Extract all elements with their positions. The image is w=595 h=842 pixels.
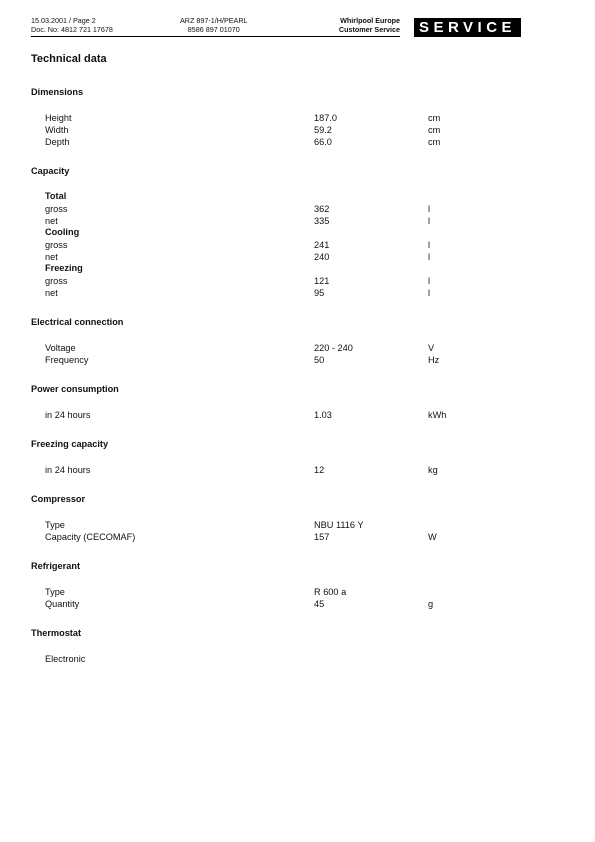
- subheading-cooling: Cooling: [45, 227, 80, 237]
- table-row: [45, 215, 565, 227]
- header-model: ARZ 897-1/H/PEARL: [180, 16, 248, 25]
- table-row: [45, 287, 565, 299]
- row-value: NBU 1116 Y: [314, 520, 364, 530]
- row-unit: l: [428, 276, 431, 286]
- table-row: [45, 251, 565, 263]
- row-label: Voltage: [45, 343, 76, 353]
- table-row: [45, 598, 565, 610]
- header-company-info: [339, 16, 400, 34]
- row-value: 240: [314, 252, 330, 262]
- row-unit: W: [428, 532, 437, 542]
- row-label: gross: [45, 240, 68, 250]
- header-model-info: [180, 16, 248, 34]
- table-row: [45, 531, 565, 543]
- table-row: [45, 136, 565, 148]
- table-row: [45, 409, 565, 421]
- row-label: Electronic: [45, 654, 86, 664]
- table-row: [45, 203, 565, 215]
- section-heading-capacity: Capacity: [31, 166, 70, 176]
- row-unit: l: [428, 216, 431, 226]
- row-label: in 24 hours: [45, 410, 91, 420]
- row-unit: cm: [428, 113, 441, 123]
- row-value: 335: [314, 216, 330, 226]
- row-unit: l: [428, 252, 431, 262]
- header-model-no: 8586 897 01070: [187, 25, 240, 34]
- subheading-total: Total: [45, 191, 67, 201]
- page-title: Technical data: [31, 53, 107, 65]
- row-label: gross: [45, 276, 68, 286]
- header-doc-info: [31, 16, 113, 34]
- row-value: 50: [314, 355, 325, 365]
- row-label: Quantity: [45, 599, 80, 609]
- table-row: [45, 586, 565, 598]
- row-value: 241: [314, 240, 330, 250]
- row-label: net: [45, 252, 58, 262]
- row-unit: cm: [428, 137, 441, 147]
- row-value: 66.0: [314, 137, 332, 147]
- header-doc-no: Doc. No: 4812 721 17678: [31, 25, 113, 34]
- row-label: net: [45, 288, 58, 298]
- row-label: Width: [45, 125, 69, 135]
- table-row: [45, 239, 565, 251]
- row-value: 187.0: [314, 113, 337, 123]
- row-value: 362: [314, 204, 330, 214]
- subheading-freezing: Freezing: [45, 263, 83, 273]
- table-row: [45, 519, 565, 531]
- table-row: [45, 275, 565, 287]
- row-value: 157: [314, 532, 330, 542]
- row-label: gross: [45, 204, 68, 214]
- row-unit: kg: [428, 465, 438, 475]
- row-unit: cm: [428, 125, 441, 135]
- section-heading-power: Power consumption: [31, 384, 119, 394]
- table-row: [45, 342, 565, 354]
- row-value: 45: [314, 599, 325, 609]
- row-label: net: [45, 216, 58, 226]
- row-value: 121: [314, 276, 330, 286]
- table-row: [45, 653, 565, 665]
- section-heading-freezing-capacity: Freezing capacity: [31, 439, 109, 449]
- section-heading-electrical: Electrical connection: [31, 317, 124, 327]
- row-unit: V: [428, 343, 435, 353]
- row-unit: g: [428, 599, 434, 609]
- row-label: Capacity (CECOMAF): [45, 532, 136, 542]
- row-value: R 600 a: [314, 587, 347, 597]
- table-row: [45, 112, 565, 124]
- section-heading-thermostat: Thermostat: [31, 628, 82, 638]
- header-department: Customer Service: [338, 25, 400, 34]
- row-label: Type: [45, 520, 65, 530]
- row-label: Depth: [45, 137, 70, 147]
- row-label: Frequency: [45, 355, 89, 365]
- row-value: 59.2: [314, 125, 332, 135]
- header-date-page: 15.03.2001 / Page 2: [31, 16, 96, 25]
- row-value: 220 - 240: [314, 343, 353, 353]
- page-header: [31, 16, 400, 36]
- row-label: in 24 hours: [45, 465, 91, 475]
- row-value: 12: [314, 465, 325, 475]
- section-heading-refrigerant: Refrigerant: [31, 561, 81, 571]
- service-badge: SERVICE: [414, 18, 521, 37]
- table-row: [45, 354, 565, 366]
- section-heading-compressor: Compressor: [31, 494, 86, 504]
- row-unit: l: [428, 240, 431, 250]
- row-value: 1.03: [314, 410, 332, 420]
- section-heading-dimensions: Dimensions: [31, 87, 84, 97]
- row-unit: Hz: [428, 355, 440, 365]
- row-unit: l: [428, 288, 431, 298]
- row-label: Height: [45, 113, 72, 123]
- header-company: Whirlpool Europe: [340, 16, 400, 25]
- row-label: Type: [45, 587, 65, 597]
- row-unit: kWh: [428, 410, 447, 420]
- row-unit: l: [428, 204, 431, 214]
- row-value: 95: [314, 288, 325, 298]
- table-row: [45, 124, 565, 136]
- table-row: [45, 464, 565, 476]
- header-divider: [31, 36, 400, 37]
